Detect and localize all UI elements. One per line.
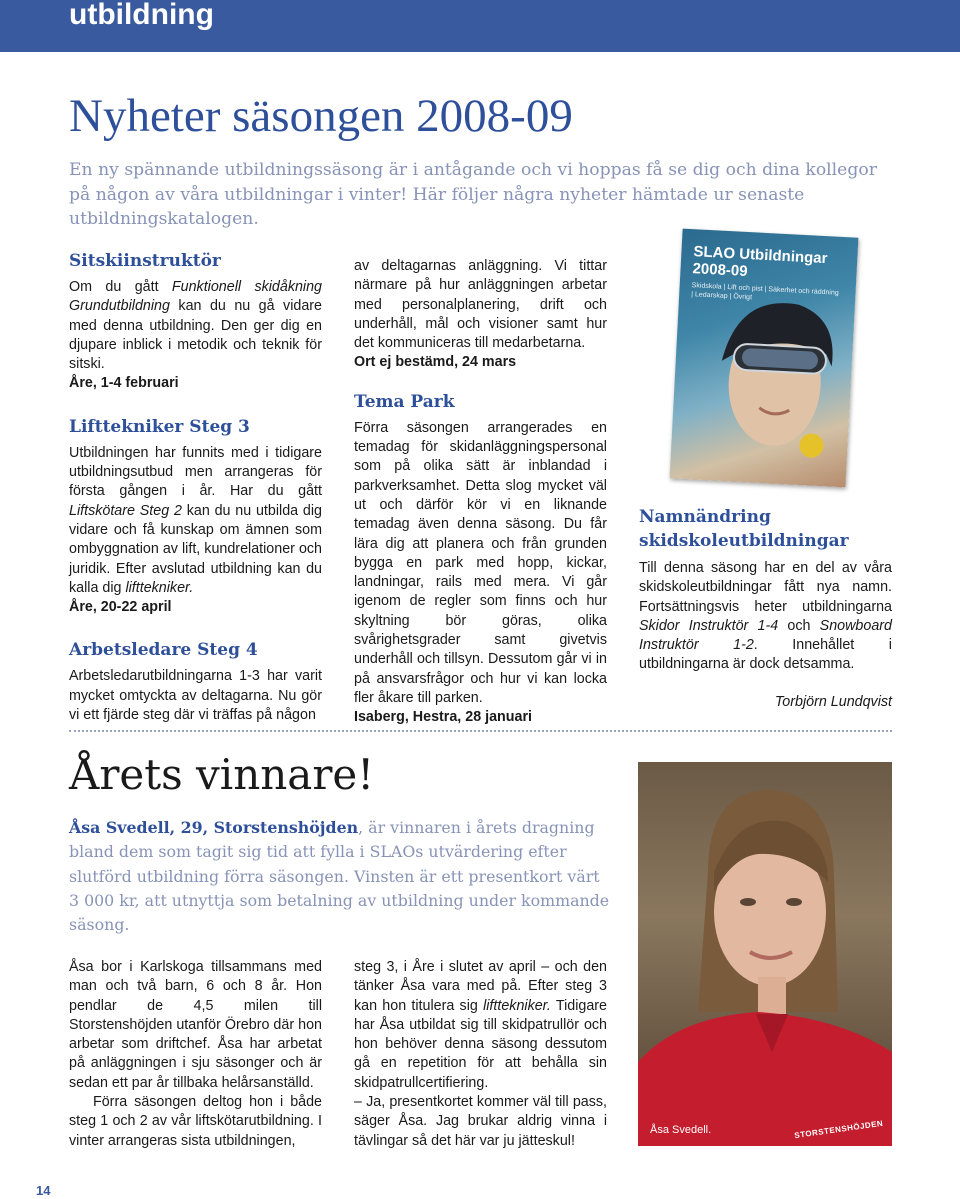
section-divider — [69, 730, 892, 732]
page-title: Nyheter säsongen 2008-09 — [69, 90, 573, 142]
cover-title: SLAO Utbildningar 2008-09 — [692, 243, 828, 281]
heading-lifttekniker: Lifttekniker Steg 3 — [69, 416, 250, 437]
winner-title: Årets vinnare! — [69, 750, 375, 799]
section-label: utbildning — [69, 0, 214, 31]
tema-park-date: Isaberg, Hestra, 28 januari — [354, 709, 532, 726]
winner-lead: Åsa Svedell, 29, Storstenshöjden, är vinnaren i årets dragning bland dem som tagit sig tid att fylla i SLAOs utvärdering efter slutförd utbildning förra säsongen. Vinsten är ett presentkort värt 3 000 kr, att utnyttja som betalning av utbildning under kommande säsong. — [69, 818, 610, 935]
winner-photo — [638, 762, 892, 1146]
storstenshojden-logo: STORSTENSHÖJDEN — [794, 1118, 885, 1141]
winner-text-2: Förra säsongen deltog hon i både steg 1 och 2 av vår liftskötarutbildning. I vinter arrangeras sista utbildningen, — [69, 1094, 322, 1149]
heading-tema-park: Tema Park — [354, 391, 455, 412]
winner-column-2 — [354, 958, 607, 1151]
column-2 — [354, 257, 607, 728]
page-number: 14 — [36, 1183, 51, 1198]
lift-text: Utbildningen har funnits med i tidigare utbildningsutbud men arrangeras för första gången i år. Har du gått Liftskötare Steg 2 kan du nu utbilda dig vidare och få kunskap om ämnen som ombyggnation av lift, kundrelationer och juridik. Efter avslutad utbildning kan du kalla dig lifttekniker. — [69, 444, 322, 596]
catalog-cover-image — [670, 229, 859, 488]
signature: Torbjörn Lundqvist — [774, 693, 892, 710]
intro-lead: En ny spännande utbildningssäsong är i antågande och vi hoppas få se dig och dina kollegor på någon av våra utbildningar i vinter! Här följer några nyheter hämtade ur senaste utbildningskatalogen. — [69, 160, 877, 229]
tema-park-text: Förra säsongen arrangerades en temadag för skidanläggningspersonal som på olika sätt är inblandad i parkverksamhet. Detta slog mycket väl ut och därför kör vi en liknande temadag även denna säsong. Du får lära dig att planera och från grunden bygga en park med hopp, kickar, landningar, rails med mera. Vi går igenom de regler som finns och hur skyltning bör göras, olika svårighetsgrader samt givetvis underhåll och tillsyn. Dessutom går vi in på ansvarsfrågor och hur vi kan locka fler åkare till parken. — [354, 419, 607, 706]
heading-arbetsledare: Arbetsledare Steg 4 — [69, 640, 258, 661]
arb-text: Arbetsledarutbildningarna 1-3 har varit mycket omtyckta av deltagarna. Nu gör vi ett fjärde steg där vi träffas på någon — [69, 668, 322, 724]
winner-text-1: Åsa bor i Karlskoga tillsammans med man och två barn, 6 och 8 år. Hon pendlar de 4,5 milen till Storstenshöjden utanför Örebro där hon arbetar som driftchef. Åsa har arbetat på anläggningen i sju säsonger och är sedan ett par år tillbaka helårsanställd. — [69, 959, 322, 1091]
arb-date: Ort ej bestämd, 24 mars — [354, 354, 517, 371]
photo-caption: Åsa Svedell. — [650, 1124, 712, 1136]
winner-column-1 — [69, 958, 322, 1151]
sitski-date: Åre, 1-4 februari — [69, 375, 179, 392]
column-1 — [69, 250, 322, 725]
sitski-text: Om du gått Funktionell skidåkning Grundutbildning kan du nu gå vidare med denna utbildning. Den ger dig en djupare inblick i metodik och teknik för sitski. — [69, 279, 322, 373]
namnandring-text: Till denna säsong har en del av våra skidskoleutbildningar fått nya namn. Fortsättningsvis heter utbildningarna Skidor Instruktör 1-4 och Snowboard Instruktör 1-2. Innehållet i utbildningarna är dock detsamma. — [639, 560, 892, 673]
portrait-illustration — [638, 762, 892, 1146]
column-3 — [639, 505, 892, 712]
heading-sitskiinstruktor: Sitskiinstruktör — [69, 251, 221, 271]
skier-illustration — [670, 229, 859, 488]
winner-text-3: steg 3, i Åre i slutet av april – och den tänker Åsa vara med på. Efter steg 3 kan hon titulera sig lifttekniker. Tidigare har Åsa utbildat sig till skidpatrullör och hon behöver denna säsong dessutom gå en repetition för att behålla sin skidpatrullcertifiering. — [354, 959, 607, 1091]
cover-subtitle: Skidskola | Lift och pist | Säkerhet och räddning | Ledarskap | Övrigt — [691, 282, 839, 302]
winner-quote: – Ja, presentkortet kommer väl till pass, säger Åsa. Jag brukar aldrig vinna i tävlingar så det här var ju jätteskul! — [354, 1094, 607, 1149]
heading-namnandring: Namnändring skidskoleutbildningar — [639, 507, 849, 551]
arb-text-cont: av deltagarnas anläggning. Vi tittar närmare på hur anläggningen arbetar med personalplanering, drift och underhåll, mål och visioner samt hur det kommuniceras till medarbetarna. — [354, 258, 607, 352]
lift-date: Åre, 20-22 april — [69, 599, 172, 616]
